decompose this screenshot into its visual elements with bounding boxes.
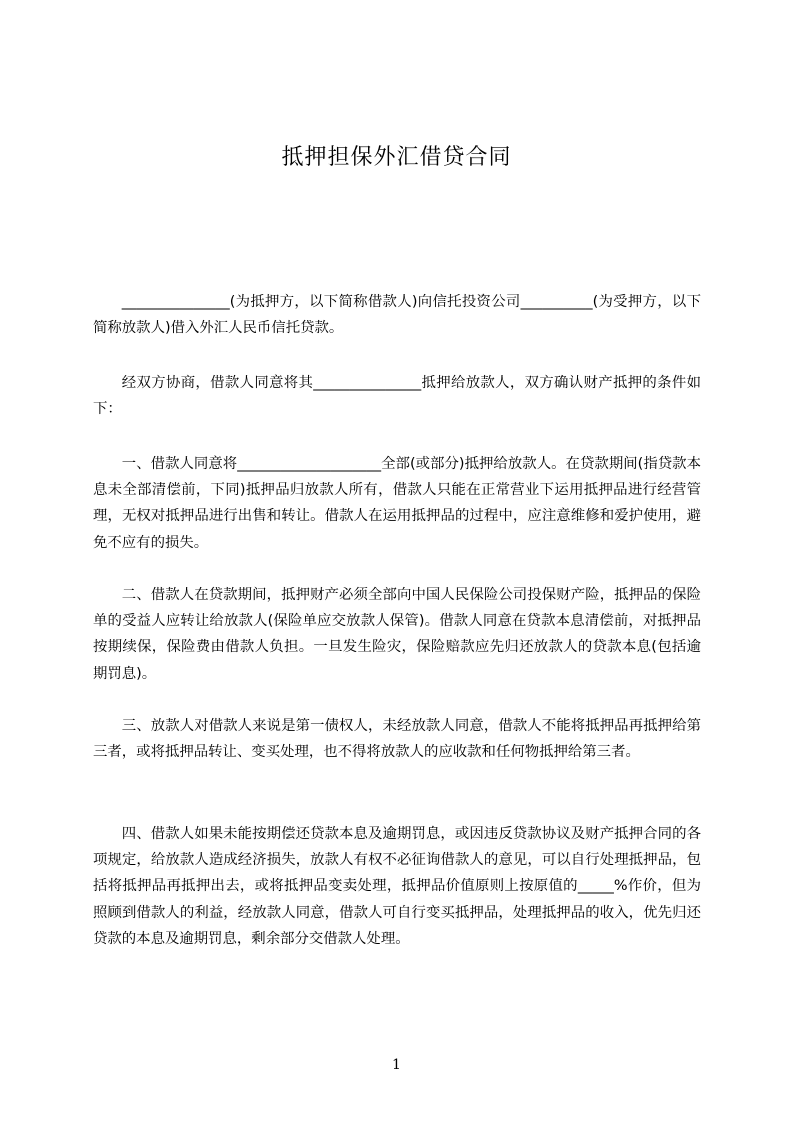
clause-4: 四、借款人如果未能按期偿还贷款本息及逾期罚息，或因违反贷款协议及财产抵押合同的各项规定，给放款人造成经济损失，放款人有权不必征询借款人的意见，可以自行处理抵押品，包括将抵押品再抵押出去，或将抵押品变卖处理，抵押品价值原则上按原值的_____%作价，但为照顾到借款人的利益，经放款人同意，借款人可自行变买抵押品，处理抵押品的收入，优先归还贷款的本息及逾期罚息，剩余部分交借款人处理。 [93,826,701,947]
clause-1: 一、借款人同意将____________________全部(或部分)抵押给放款人。在贷款期间(指贷款本息未全部清偿前，下同)抵押品归放款人所有，借款人只能在正常营业下运用抵押品进行经营管理，无权对抵押品进行出售和转让。借款人在运用抵押品的过程中，应注意维修和爱护使用，避免不应有的损失。 [93,456,701,551]
paragraph-consensus: 经双方协商，借款人同意将其_______________抵押给放款人，双方确认财产抵押的条件如下： [93,375,701,418]
paragraph-intro: _______________(为抵押方，以下简称借款人)向信托投资公司__________(为受押方，以下简称放款人)借入外汇人民币信托贷款。 [93,294,701,337]
clause-3: 三、放款人对借款人来说是第一债权人，未经放款人同意，借款人不能将抵押品再抵押给第三者，或将抵押品转让、变买处理，也不得将放款人的应收款和任何物抵押给第三者。 [93,718,701,761]
document-title: 抵押担保外汇借贷合同 [281,145,512,170]
clause-2: 二、借款人在贷款期间，抵押财产必须全部向中国人民保险公司投保财产险，抵押品的保险单的受益人应转让给放款人(保险单应交放款人保管)。借款人同意在贷款本息清偿前，对抵押品按期续保，保险费由借款人负担。一旦发生险灾，保险赔款应先归还放款人的贷款本息(包括逾期罚息)。 [93,587,701,682]
page-number: 1 [392,1057,401,1073]
